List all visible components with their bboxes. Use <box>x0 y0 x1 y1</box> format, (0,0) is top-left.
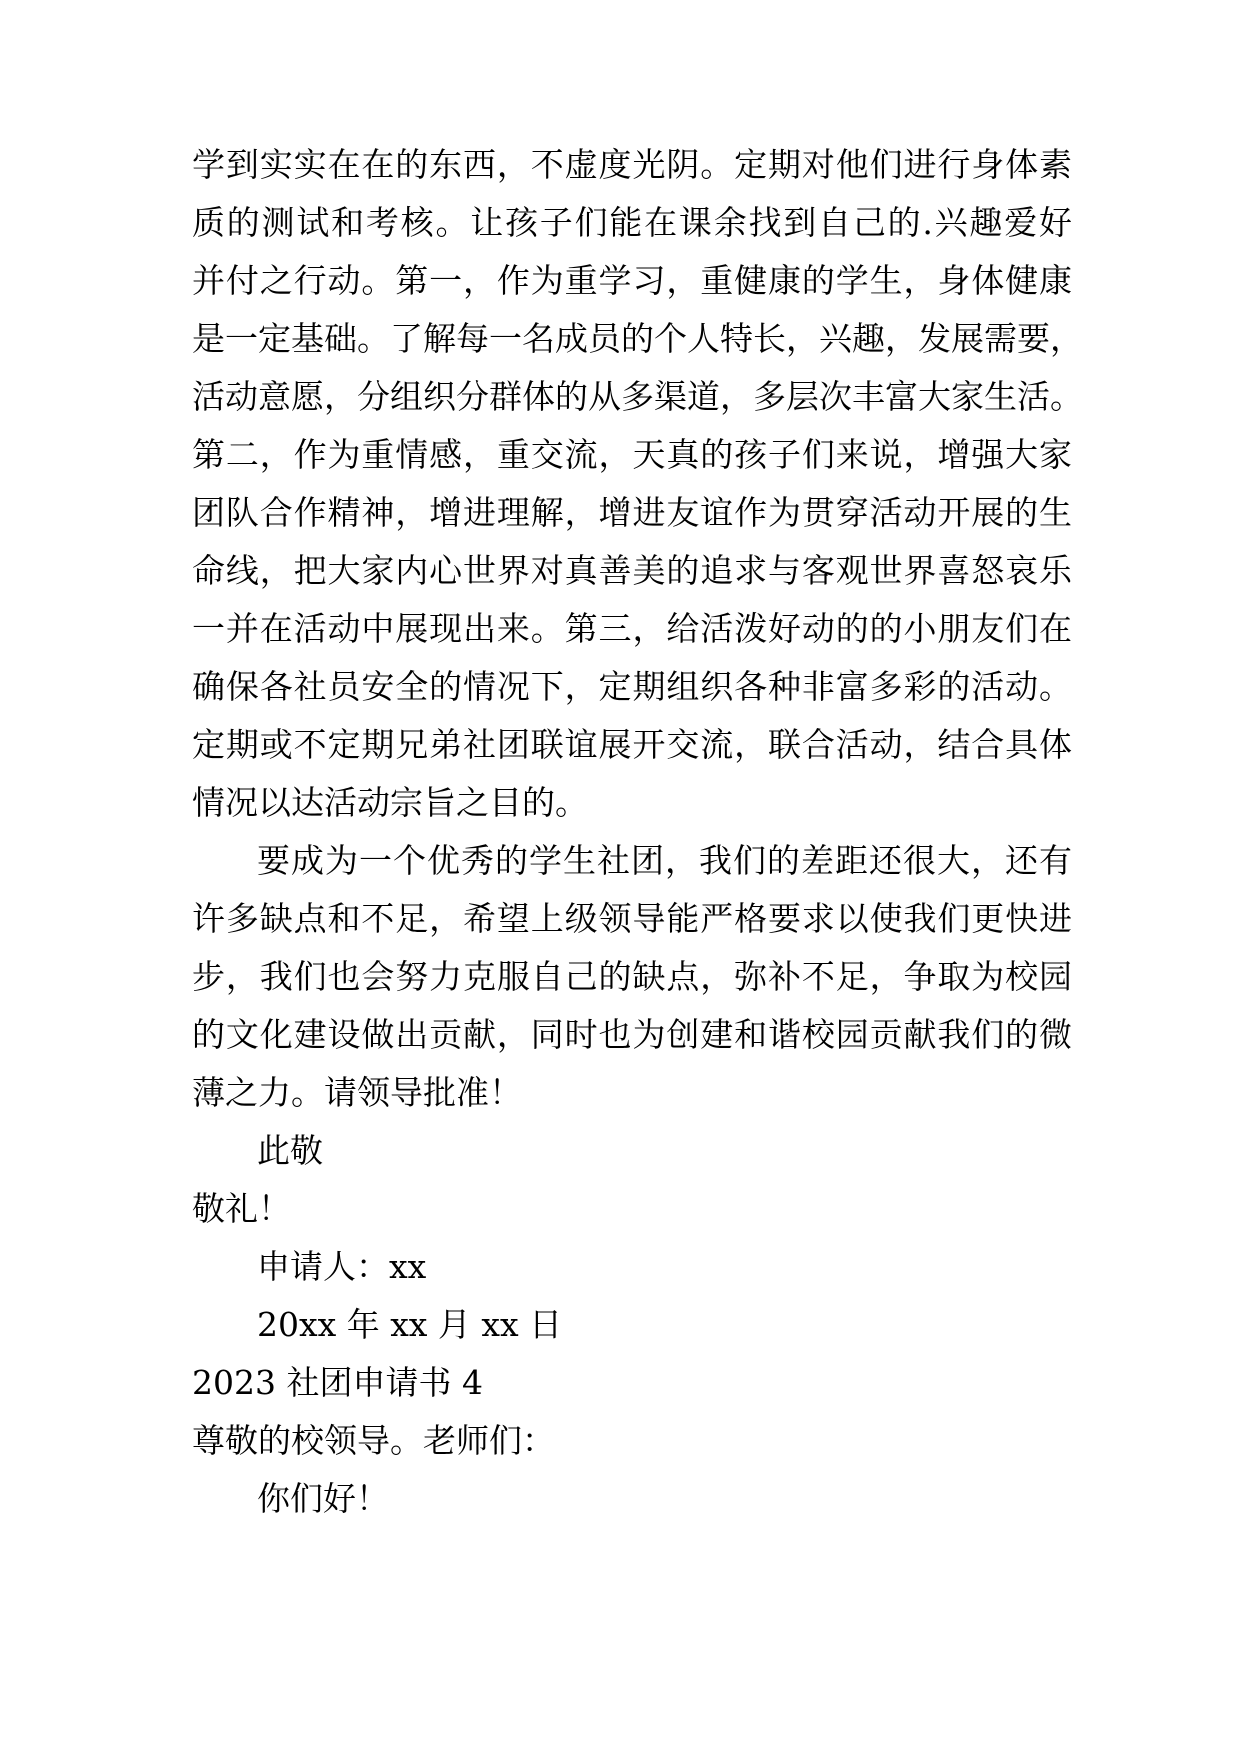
paragraph-2-line-3: 步，我们也会努力克服自己的缺点，弥补不足，争取为校园 <box>192 957 1072 996</box>
body-line-2: 质的测试和考核。让孩子们能在课余找到自己的.兴趣爱好 <box>192 203 1072 242</box>
body-line-8: 命线，把大家内心世界对真善美的追求与客观世界喜怒哀乐 <box>192 551 1072 590</box>
body-line-4: 是一定基础。了解每一名成员的个人特长，兴趣，发展需要， <box>192 319 1083 358</box>
body-line-3: 并付之行动。第一，作为重学习，重健康的学生，身体健康 <box>192 261 1072 300</box>
paragraph-2-line-5: 薄之力。请领导批准！ <box>192 1073 522 1112</box>
application-date: 20xx 年 xx 月 xx 日 <box>257 1305 563 1344</box>
paragraph-2-line-4: 的文化建设做出贡献，同时也为创建和谐校园贡献我们的微 <box>192 1015 1072 1054</box>
applicant-name: 申请人：xx <box>257 1247 427 1286</box>
body-line-5: 活动意愿，分组织分群体的从多渠道，多层次丰富大家生活。 <box>192 377 1083 416</box>
body-line-11: 定期或不定期兄弟社团联谊展开交流，联合活动，结合具体 <box>192 725 1072 764</box>
closing-salutation: 此敬 <box>257 1131 323 1170</box>
paragraph-2-line-2: 许多缺点和不足，希望上级领导能严格要求以使我们更快进 <box>192 899 1072 938</box>
greeting-recipients: 尊敬的校领导。老师们： <box>192 1421 555 1460</box>
closing-regards: 敬礼！ <box>192 1189 291 1228</box>
body-line-10: 确保各社员安全的情况下，定期组织各种非富多彩的活动。 <box>192 667 1072 706</box>
section-heading: 2023 社团申请书 4 <box>192 1363 483 1402</box>
body-line-6: 第二，作为重情感，重交流，天真的孩子们来说，增强大家 <box>192 435 1072 474</box>
body-line-12: 情况以达活动宗旨之目的。 <box>192 783 588 822</box>
body-line-1: 学到实实在在的东西，不虚度光阴。定期对他们进行身体素 <box>192 145 1072 184</box>
paragraph-2-line-1: 要成为一个优秀的学生社团，我们的差距还很大，还有 <box>257 841 1072 880</box>
body-line-7: 团队合作精神，增进理解，增进友谊作为贯穿活动开展的生 <box>192 493 1072 532</box>
greeting-hello: 你们好！ <box>257 1479 389 1518</box>
body-line-9: 一并在活动中展现出来。第三，给活泼好动的的小朋友们在 <box>192 609 1072 648</box>
